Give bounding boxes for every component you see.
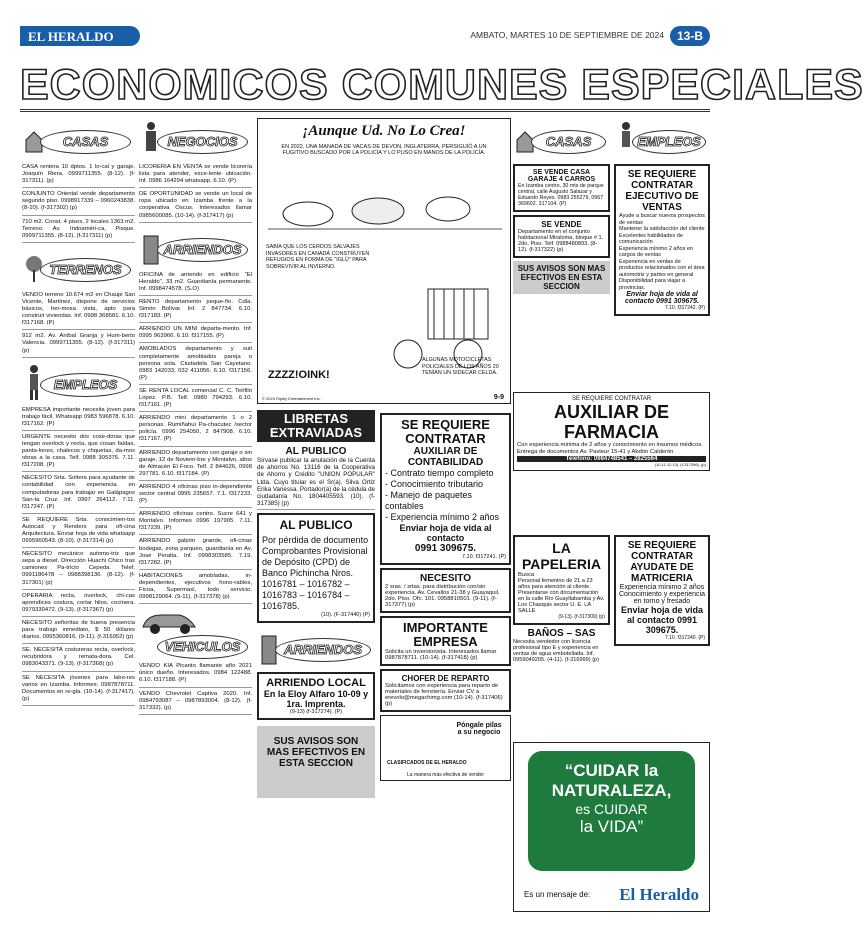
arriendos-header-2: ARRIENDOS bbox=[257, 626, 375, 668]
al-publico-box: AL PUBLICO Por pérdida de documento Comprobantes Provisional de Depósito (CPD) de Banco Pichincha Nros. 1016781 – 1016782 – 1016783 – 1016784 – 1016785. (10). (F-317440) (P) bbox=[257, 513, 375, 623]
classified-ad: SE. NECESITA costureras recta, overlock, recubridora y remata-dora. Cel. 0983043371. (9-13). (f-317368) (p) bbox=[22, 647, 135, 671]
section-masthead: ECONOMICOS COMUNES ESPECIALES bbox=[20, 58, 710, 112]
casas-header-right: CASAS bbox=[513, 118, 610, 160]
vehiculos-header: VEHICULOS bbox=[139, 607, 252, 659]
auxiliar-contabilidad-box: SE REQUIERE CONTRATAR AUXILIAR DE CONTABILIDAD - Contrato tiempo completo - Conocimiento tributario - Manejo de paquetes contables - Experiencia mínimo 2 años Enviar hoja de vida al contacto 0991 309675. 7.10. f317241. (P) bbox=[380, 413, 511, 565]
classified-ad: Mantener la satisfacción del cliente bbox=[619, 226, 705, 232]
necesito-box: NECESITO 2 sras. / srtas. para distribución con/sin experiencia. Av. Cevallos 21-38 y Guayaquil. 2do. Piso. Ofc. 101. 0958810501. (9-11). (f-317377) (p) bbox=[380, 568, 511, 613]
classified-ad: - Experiencia mínimo 2 años bbox=[385, 512, 500, 522]
libreta-notice-1: Sírvase publicar la anulación de la Cuenta de ahorros No. 13116 de la Cooperativa de Ahorro y Crédito "UNION POPULAR" Ltda. Cuyo titular es el Sr(a). Silva Ortiz Erika Vanessa. Portador(a) de la cédula de ciudadanía No. 1804405593. (10). (f-317385) (p) bbox=[257, 457, 375, 510]
classified-ad: 710 m2. Const. 4 pisos, 2 locales 1363 m2. Terreno. Av. Indoaméri-ca, Pisque. 0999711355. (8-12). (f-317311) (p) bbox=[22, 219, 135, 243]
classified-ad: VENDO terreno 10.674 m2 en Chaupi San Vicente, Martínez, dispone de servicios básicos, her-mosa vista, apto para construir viviendas. Inf. 0998 368581. 6.10. f317168. (P) bbox=[22, 292, 135, 330]
cartoon-caption-3: ALGUNAS MOTOCICLETAS POLICIALES DE LOS AÑOS 20 TENÍAN UN SIDECAR CELDA. bbox=[422, 357, 499, 376]
classified-ad: 912 m2. Av. Aníbal Granja y Hum-berto Valencia. 0999711355. (8-12). (f-317311) (p) bbox=[22, 333, 135, 357]
column-5 bbox=[614, 118, 710, 388]
classified-ad: - Contrato tiempo completo bbox=[385, 468, 494, 478]
classified-ad: ARRIENDO galpón grande, ofi-cinas bodegas, zona parqueo, guardianía en Av. José Peralta. Inf. 0998303585. 7.19. f317282. (P) bbox=[139, 538, 252, 569]
classified-ad: Con experiencia mínima de 2 años y conocimiento en insumos médicos. bbox=[517, 442, 703, 448]
classified-ad: Disponibilidad para viajar a provincias. bbox=[619, 278, 686, 291]
classified-ad: NECESITO Srta. Soltera para ayudante de contabilidad con experiencia en computadoras para trabajar en Galápagos San-ta Cruz. Inf. 0997 264112. 7.11. f317247. (P) bbox=[22, 475, 135, 513]
classified-ad: LICORERIA EN VENTA se vende licorería lista para atender, exce-lente ubicación. Inf. 0986 164294 whatsapp. 6.10. (P) bbox=[139, 164, 252, 188]
matriceria-box: SE REQUIERE CONTRATAR AYUDATE DE MATRICERIA Experiencia mínimo 2 años Conocimiento y experiencia en torno y fresado Enviar hoja de vida al contacto 0991 309675. 7.10. f317240. (P) bbox=[614, 535, 710, 646]
classified-ad: NECESITO señoritas de buena presencia para trabajo inmediato, $ 50 dólares diarios. 0995360816. (9-11). (f-316952) (p) bbox=[22, 620, 135, 644]
classified-ad: ARRIENDO oficinas centro. Sucre 641 y Montalvo. Informes 0996 197905. 7.11. f317239. (P) bbox=[139, 511, 252, 535]
column-2 bbox=[139, 118, 252, 918]
papeleria-box: LA PAPELERIA Busca Personal femenino de 21 a 23 años para atención al cliente. Presentarse con documentación en la calle Río Guayllabamba y Av. Los Chasquis sector U. E. LA SALLE (9-13). (f-317309) (p) bbox=[513, 535, 610, 625]
arriendos-header: ARRIENDOS bbox=[139, 226, 252, 268]
cartoon-sound: ZZZZ!OINK! bbox=[268, 369, 330, 381]
cartoon-number: 9-9 bbox=[493, 394, 504, 401]
issue-date: AMBATO, MARTES 10 DE SEPTIEMBRE DE 2024 bbox=[470, 30, 664, 40]
page-number: 13-B bbox=[670, 26, 710, 46]
chofer-box: CHOFER DE REPARTO Solicitamos con experiencia para reparto de materiales de ferretería. Enviar CV a erevolo@megachimg.com (10-14). (f-317406) (p) bbox=[380, 669, 511, 712]
classified-ad: - Conocimiento tributario bbox=[385, 479, 484, 489]
libretas-column bbox=[257, 410, 375, 798]
classified-ad: NECESITO mecánico automo-triz que sepa a diesel. Dirección Huachi Chico tras camiones Pa-tricio Cepeda. Telef. 0991186478 – 0988398136. (8-12). (f-317301) (p) bbox=[22, 551, 135, 589]
classified-ad: HABITACIONES amobladas, in-dependientes, ejecutivos hono-rables, Ficoa, Supermaxi, todo servicio. 0998129064. (9-11). (f-317378) (p) bbox=[139, 573, 252, 604]
classified-ad: ARRIENDO UN MINI departa-mento. Inf. 0995 963966. 6.10. f317155. (P) bbox=[139, 326, 252, 343]
papeleria-column bbox=[513, 532, 610, 663]
ripleys-cartoon bbox=[257, 118, 511, 404]
cartoon-title: ¡Aunque Ud. No Lo Crea! bbox=[302, 123, 466, 139]
casa-garaje-box: SE VENDE CASA GARAJE 4 CARROS En Izamba centro, 30 mts de parque central, calle Augusto Salazar y Eduardo Reyes. 0983 255279, 0967 369602. 317104. (P) bbox=[513, 164, 610, 212]
cpd-notice: Por pérdida de documento Comprobantes Provisional de Depósito (CPD) de Banco Pichincha Nros. 1016781 – 1016782 – 1016783 – 1016784 – 1016785. bbox=[262, 535, 369, 612]
newspaper-logo: EL HERALDO bbox=[20, 26, 140, 46]
column-1 bbox=[22, 118, 135, 918]
cartoon-caption-1: EN 2022, UNA MANADA DE VACAS DE DEVON, INGLATERRA, PERSIGUIÓ A UN FUGITIVO BUSCADO POR LA POLICÍA Y LO PUSO EN MANOS DE LA POLICÍA. bbox=[281, 144, 487, 156]
classified-ad: - Manejo de paquetes contables bbox=[385, 490, 473, 511]
classified-ad: Ayude a buscar nuevos prospectos de ventas bbox=[619, 213, 705, 226]
negocios-header: NEGOCIOS bbox=[139, 118, 252, 160]
classified-ad: VENDO Chevrolet Captiva 2020. Inf. 0984793087 – 0987893004. (8-12). (f-317332). (p) bbox=[139, 691, 252, 715]
classified-ad: ARRIENDO mini departamento 1 o 2 personas. Rumiñahui Pa-chacutec /sector policía. 0996 254050, 2 847908. 6.10. f317167. (P) bbox=[139, 415, 252, 446]
cartoon-caption-2: SABÍA QUE LOS CERDOS SALVAJES INVASORES EN CANADÁ CONSTRUYEN REFUGIOS EN FORMA DE "IGLÚ" PARA SOBREVIVIR AL INVIERNO. bbox=[266, 244, 370, 270]
classified-ad: VENDO KIA Picanto flamante año 2021 único dueño. Interesados. 0984 122488. 6.10. f317188. (P) bbox=[139, 663, 252, 687]
se-vende-box: SE VENDE Departamento en el conjunto habitacional Miraloma, bloque # 1. 2do. Piso. Telf. 0988480893. (8-12). (f-317322) (p) bbox=[513, 215, 610, 258]
arriendo-local-box: ARRIENDO LOCAL En la Eloy Alfaro 10-09 y 1ra. Imprenta. (9-13) (f-317274). (P) bbox=[257, 672, 375, 720]
classified-ad: EMPRESA importante necesita joven para trabajo fácil. Whatsapp 0983 596878. 6.10. f317162. (P) bbox=[22, 407, 135, 431]
classified-ad: SE RENTA LOCAL comercial C. C. Teófilo López. P.B. Telf. 0980 794293. 6.10. f317161. (P) bbox=[139, 388, 252, 412]
classified-ad: Experiencia en ventas de productos relacionados con el área automotriz y partes en general bbox=[619, 258, 705, 278]
brand-logo: El Heraldo bbox=[619, 885, 699, 904]
pongale-pilas-ad: Póngale pilas a su negocio CLASIFICADOS DE EL HERALDO La manera más efectiva de vender bbox=[380, 715, 511, 781]
classified-ad: Experiencia mínimo 2 años en cargos de ventas bbox=[619, 245, 693, 258]
classified-ad: OPERARIA recta, overlock, chi-cas aprendices costura, cortar hilos, cocinera. 0979330472. (9-13). (f-317367) (p) bbox=[22, 593, 135, 617]
terrenos-header: TERRENOS bbox=[22, 246, 135, 288]
classified-ad: CASA rentera 10 dptos. 1 lo-cal y garaje. Joaquín Riera. 0999711355. (8-12). (f-317311). (p) bbox=[22, 164, 135, 188]
importante-empresa-box: IMPORTANTE EMPRESA Solicita un inversionista. Interesados llamar 0987878711. (10-14). (f-317418) (p) bbox=[380, 616, 511, 666]
empleos-header-left: EMPLEOS bbox=[22, 361, 135, 403]
classified-ad: URGENTE necesito dos cose-doras que tengan overlock y recta, que cosan faldas, panta-lones, chalecos y chquetas, da-mos obras a la casa. Telf. 0988 305375. 7.11. f317208. (P) bbox=[22, 434, 135, 472]
classified-ad: RENTO departamento peque-ño. Cdla. Simón Bolívar. Inf. 2 847734. 6.10. f317183. (P) bbox=[139, 299, 252, 323]
banos-ad: BAÑOS – SAS Necesita vendedor con licencia profesional tipo E y experiencia en ventas de agua embotellada. Inf. 0959049205. (4-11). (f-316999) (p) bbox=[513, 628, 600, 663]
libretas-title: LIBRETAS EXTRAVIADAS bbox=[257, 410, 375, 442]
classified-ad: ARRIENDO 4 oficinas piso in-dependiente sector central 0995 235657. 7.1. f317233. (P) bbox=[139, 484, 252, 508]
cartoon-credit: © 2024 Ripley Entertainment Inc. bbox=[262, 396, 321, 401]
page-header bbox=[20, 26, 710, 50]
cuidar-naturaleza-ad: “CUIDAR la NATURALEZA, es CUIDAR la VIDA” Es un mensaje de: El Heraldo bbox=[513, 742, 710, 912]
classified-ad: AMOBLADOS departamento y suit completamente amoblados pareja o persona sola. Ciudadela San Cayetano. 0983 142033, 032 411056. 6.10. f317156. (P) bbox=[139, 346, 252, 384]
empleos-header-right: EMPLEOS bbox=[614, 118, 710, 160]
nature-banner: “CUIDAR la NATURALEZA, es CUIDAR la VIDA” bbox=[528, 751, 695, 871]
column-4 bbox=[513, 118, 610, 388]
ejecutivo-ventas-box: SE REQUIERE CONTRATAR EJECUTIVO DE VENTAS Ayude a buscar nuevos prospectos de ventas Mantener la satisfacción del cliente Excelentes habilidades de comunicación Experiencia mínimo 2 años en cargos de ventas Experiencia en ventas de productos relacionados con el área automotriz y partes en general Disponibilidad para viajar a provincias. Enviar hoja de vida al contacto 0991 309675. 7.10. f317242. (P) bbox=[614, 164, 710, 316]
classified-ad: DE OPORTUNIDAD se vende un local de ropa ubicado en Izamba frente a la cooperativa Oscus. Interesados llamar 0985600085. (10-14). (f-317417) (p) bbox=[139, 191, 252, 222]
classified-ad: ARRIENDO departamento con garaje o sin garaje, 12 de Noviem-bre y Montalvo, altos de Almacén El Foco. Telf. 2 844626, 0998 297781. 6.10. f317184. (P) bbox=[139, 450, 252, 481]
classified-ad: OFICINA de arriendo en edificio "El Heraldo", 33 m2. Guardianía permanente. Inf. 0998474578. (S.O) bbox=[139, 272, 252, 296]
cows-illustration bbox=[268, 179, 502, 239]
classified-ad: Excelentes habilidades de comunicación bbox=[619, 232, 683, 245]
classified-ad: CONJUNTO Oriental vende departamento segundo piso. 0998917339 – 0960243838. (8-10). (f-317302) (p) bbox=[22, 191, 135, 215]
classified-ad: SE NECESITA jóvenes para labo-res varios en Izamba. Informes: 0987878711. Documentos en re-gla. (10-14). (f-317417). (p) bbox=[22, 675, 135, 706]
car-icon bbox=[139, 607, 199, 637]
al-publico-1: AL PUBLICO bbox=[285, 446, 347, 457]
middle-right-column bbox=[380, 410, 511, 781]
classified-ad: SE REQUIERE Srta. conocimien-tos Autocad y Renders para ofi-cina Arquitectura. Enviar hoja de vida whatsapp 0995960543. (8-10). (f-317314) (p) bbox=[22, 517, 135, 548]
classified-ad: Entrega de documentos Av. Pasteur 15-41 y Abdón Calderón bbox=[517, 449, 674, 455]
casas-header: CASAS bbox=[22, 118, 135, 160]
sus-avisos-mid: SUS AVISOS SON MAS EFECTIVOS EN ESTA SECCION bbox=[257, 726, 375, 798]
auxiliar-farmacia-ad: SE REQUIERE CONTRATAR AUXILIAR DE FARMACIA Con experiencia mínima de 2 años y conocimiento en insumos médicos. Entrega de documentos Av. Pasteur 15-41 y Abdón Calderón Teléfono: 0984748541 – 2825564 (10.11.12.13). (f-317396). (p) bbox=[513, 392, 710, 471]
sus-avisos-right: SUS AVISOS SON MAS EFECTIVOS EN ESTA SECCION bbox=[513, 261, 610, 294]
